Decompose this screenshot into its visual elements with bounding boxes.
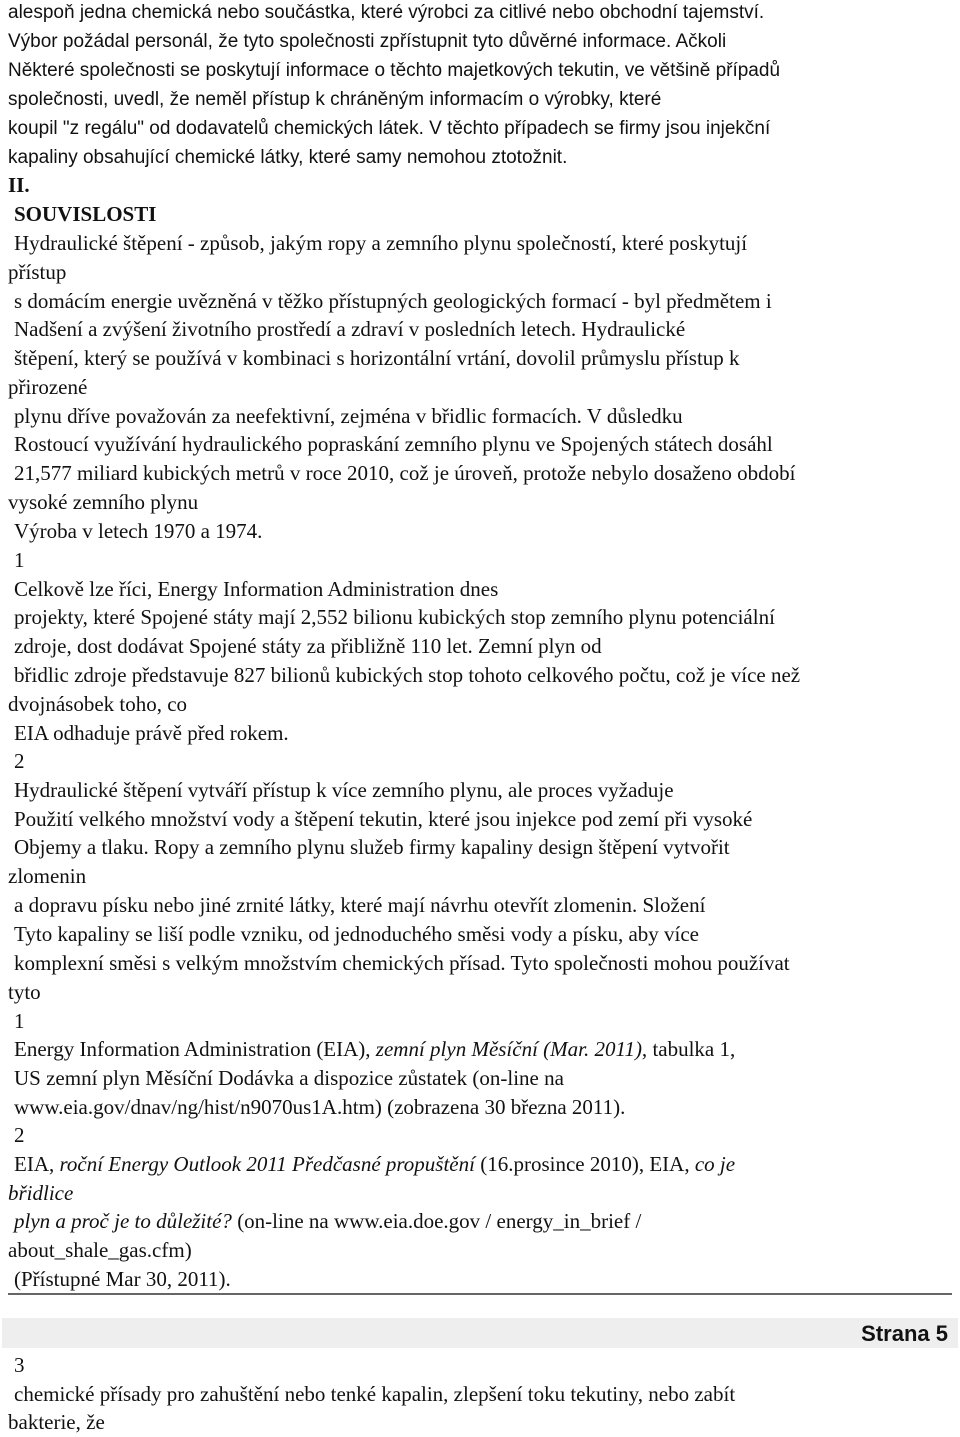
footnote-title: plyn a proč je to důležité? [14, 1209, 232, 1233]
intro-line [8, 116, 770, 142]
footnote-line: about_shale_gas.cfm) [8, 1238, 192, 1262]
body-line: zdroje, dost dodávat Spojené státy za přibližně 110 let. Zemní plyn od [14, 634, 602, 658]
body-line: Hydraulické štěpení - způsob, jakým ropy a zemního plynu společností, které poskytují [14, 231, 748, 255]
footnote-divider [8, 1293, 952, 1295]
footnote-line: www.eia.gov/dnav/ng/hist/n9070us1A.htm) (zobrazena 30 března 2011). [14, 1095, 626, 1119]
body-line: tyto [8, 980, 41, 1004]
intro-text: V těchto případech se firmy jsou injekční [423, 118, 771, 139]
section-number: II. [8, 173, 30, 197]
body-line: přirozené [8, 375, 88, 399]
footnote-line [14, 1036, 735, 1062]
body-line: a dopravu písku nebo jiné zrnité látky, které mají návrhu otevřít zlomenin. Složení [14, 893, 706, 917]
body-line: Rostoucí využívání hydraulického popraskání zemního plynu ve Spojených státech dosáhl [14, 432, 773, 456]
footnote-text: (16.prosince 2010), EIA, [474, 1152, 695, 1176]
section-title: SOUVISLOSTI [14, 202, 157, 226]
body-line: přístup [8, 260, 67, 284]
body-line: 21,577 miliard kubických metrů v roce 2010, což je úroveň, protože nebylo dosaženo období [14, 461, 796, 485]
body-line: dvojnásobek toho, co [8, 692, 188, 716]
footnote-title: roční Energy Outlook 2011 Předčasné propuštění [59, 1152, 475, 1176]
body-line: Nadšení a zvýšení životního prostředí a zdraví v posledních letech. Hydraulické [14, 317, 686, 341]
footnote-number: 3 [14, 1353, 25, 1377]
body-line: štěpení, který se používá v kombinaci s horizontální vrtání, dovolil průmyslu přístup k [14, 346, 740, 370]
footnote-number: 1 [14, 1009, 25, 1033]
footnote-text: Energy Information Administration (EIA), [14, 1037, 376, 1061]
intro-line: Výbor požádal personál, že tyto společnosti zpřístupnit tyto důvěrné informace. Ačkoli [8, 31, 727, 52]
footnote-line: chemické přísady pro zahuštění nebo tenké kapalin, zlepšení toku tekutiny, nebo zabít [14, 1382, 736, 1406]
footnote-marker: 2 [14, 749, 25, 773]
footnote-marker: 1 [14, 548, 25, 572]
footnote-text: (on-line na www.eia.doe.gov / energy_in_brief / [231, 1209, 642, 1233]
body-line: břidlic zdroje představuje 827 bilionů kubických stop tohoto celkového počtu, což je více než [14, 663, 801, 687]
body-line: Hydraulické štěpení vytváří přístup k více zemního plynu, ale proces vyžaduje [14, 778, 674, 802]
body-line: Celkově lze říci, Energy Information Administration dnes [14, 577, 499, 601]
footnote-line: US zemní plyn Měsíční Dodávka a dispozice zůstatek (on-line na [14, 1066, 564, 1090]
intro-text: koupil "z regálu" od dodavatelů chemických látek. [8, 118, 424, 139]
footnote-text: EIA, [14, 1152, 60, 1176]
page-number: Strana 5 [861, 1321, 948, 1346]
body-line: Tyto kapaliny se liší podle vzniku, od jednoduchého směsi vody a písku, aby více [14, 922, 699, 946]
intro-line: Některé společnosti se poskytují informace o těchto majetkových tekutin, ve většině případů [8, 60, 781, 81]
page-footer-band [2, 1318, 958, 1348]
body-line: plynu dříve považován za neefektivní, zejména v břidlic formacích. V důsledku [14, 404, 683, 428]
footnote-line: (Přístupné Mar 30, 2011). [14, 1267, 231, 1291]
intro-line: společnosti, uvedl, že neměl přístup k chráněným informacím o výrobky, které [8, 89, 662, 110]
footnote-number: 2 [14, 1123, 25, 1147]
footnote-line [14, 1208, 641, 1234]
footnote-line: bakterie, že [8, 1410, 105, 1434]
footnote-title: co je [694, 1152, 736, 1176]
body-line: komplexní směsi s velkým množstvím chemických přísad. Tyto společnosti mohou používat [14, 951, 790, 975]
body-line: Použití velkého množství vody a štěpení tekutin, které jsou injekce pod zemí při vysoké [14, 807, 753, 831]
intro-line: kapaliny obsahující chemické látky, které samy nemohou ztotožnit. [8, 147, 568, 168]
footnote-text: tabulka 1, [647, 1037, 736, 1061]
body-line: s domácím energie uvězněná v těžko přístupných geologických formací - byl předmětem i [14, 289, 772, 313]
body-line: zlomenin [8, 864, 87, 888]
body-line: EIA odhaduje právě před rokem. [14, 721, 289, 745]
footnote-line: břidlice [8, 1181, 74, 1205]
body-line: projekty, které Spojené státy mají 2,552 bilionu kubických stop zemního plynu potenciální [14, 605, 775, 629]
body-line: Výroba v letech 1970 a 1974. [14, 519, 263, 543]
intro-line: alespoň jedna chemická nebo součástka, které výrobci za citlivé nebo obchodní tajemství. [8, 2, 765, 23]
footnote-title: zemní plyn Měsíční (Mar. 2011), [375, 1037, 648, 1061]
footnote-line [14, 1151, 735, 1177]
body-line: Objemy a tlaku. Ropy a zemního plynu služeb firmy kapaliny design štěpení vytvořit [14, 835, 730, 859]
body-line: vysoké zemního plynu [8, 490, 199, 514]
